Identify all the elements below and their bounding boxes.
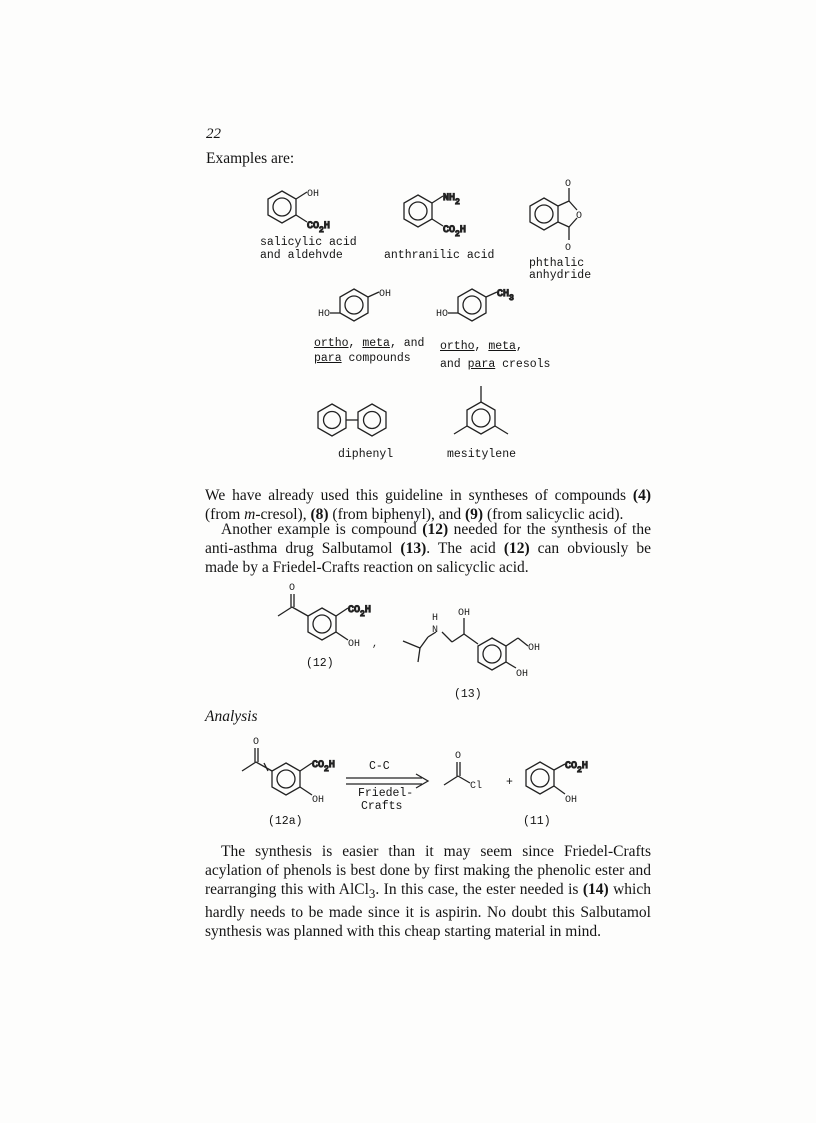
svg-text:OH: OH (379, 289, 392, 300)
acetyl-chloride-structure (448, 748, 508, 794)
svg-text:HO: HO (436, 309, 449, 320)
p3-text-a: The synthesis is easier than it may seem since Friedel-Crafts acylation of phenols is best done by first making the phenolic ester and rearranging this with AlCl (205, 843, 651, 898)
svg-text:OH: OH (528, 643, 541, 654)
plus-sign: + (506, 776, 513, 789)
arrow-label-top: C-C (369, 760, 390, 773)
svg-text:NH2: $NH_2$ (443, 193, 460, 207)
label-salicylic-1: salicylic acid (260, 236, 357, 249)
salicylic-acid-structure (262, 182, 362, 242)
paragraph-1 (205, 486, 651, 524)
svg-text:O: O (289, 583, 296, 594)
svg-text:CO2H: $CO_2H$ (443, 225, 466, 239)
label-cresols-1 (440, 340, 523, 353)
svg-text:O: O (565, 243, 572, 254)
p1-text-d: (from biphenyl), and (328, 506, 465, 523)
label-omp-and: , and (389, 337, 425, 350)
svg-text:O: O (565, 179, 572, 190)
label-omp-1 (314, 337, 424, 350)
label-cr-ortho: ortho (440, 340, 475, 353)
diphenyl-structure (312, 398, 412, 442)
label-anthranilic: anthranilic acid (384, 249, 495, 262)
svg-text:CH3: $CH_3$ (497, 289, 514, 303)
label-phthalic-1: phthalic (529, 257, 585, 270)
salbutamol-structure (398, 604, 558, 694)
phthalic-anhydride-structure (524, 176, 604, 256)
svg-text:OH: OH (348, 639, 361, 650)
svg-text:OH: OH (458, 608, 471, 619)
paragraph-2 (205, 520, 651, 577)
svg-text:Cl: Cl (470, 781, 483, 792)
hydroxyphenol-structure (318, 282, 418, 338)
p1-compound-4: (4) (632, 487, 651, 504)
compound-12a-structure (236, 732, 366, 812)
p3-subscript: 3 (368, 886, 376, 902)
svg-text:CO2H: $CO_2H$ (312, 760, 335, 774)
p2-compound-13: (13) (400, 540, 427, 557)
label-phthalic-2: anhydride (529, 269, 592, 282)
label-compound-12: (12) (306, 657, 334, 670)
label-compound-13: (13) (454, 688, 482, 701)
svg-text:CO2H: $CO_2H$ (565, 761, 588, 775)
label-cr-para: para (467, 358, 496, 371)
label-omp-ortho: ortho (314, 337, 349, 350)
label-cr-sep: , (474, 340, 489, 353)
label-omp-2 (314, 352, 411, 365)
svg-text:O: O (576, 211, 583, 222)
arrow-label-bottom-1: Friedel- (358, 787, 414, 800)
p2-compound-12b: (12) (503, 540, 530, 557)
label-mesitylene: mesitylene (447, 448, 517, 461)
label-omp-sep: , (348, 337, 363, 350)
anthranilic-acid-structure (398, 186, 498, 246)
svg-text:N: N (432, 625, 439, 636)
label-omp-compounds: compounds (341, 352, 411, 365)
p3-text-c: which hardly needs to be made since it is aspirin. No doubt this Salbutamol synthesis was planned with this cheap starting material in mind. (205, 881, 651, 941)
svg-text:,: , (372, 639, 379, 650)
label-compound-12a: (12a) (268, 815, 303, 828)
svg-text:CO2H: $CO_2H$ (348, 605, 371, 619)
p2-text-c: . The acid (426, 540, 504, 557)
p1-text-e: (from salicyclic acid). (483, 506, 624, 523)
p1-text-a: We have already used this guideline in syntheses of compounds (205, 487, 633, 504)
label-omp-meta: meta (362, 337, 390, 350)
arrow-label-bottom-2: Crafts (361, 800, 403, 813)
compound-11-structure (520, 748, 610, 810)
label-compound-11: (11) (523, 815, 551, 828)
p2-text-b: needed for the synthesis of the anti-asthma drug Salbutamol (205, 521, 651, 557)
svg-text:CO2H: $CO_2H$ (307, 221, 330, 235)
svg-text:H: H (432, 613, 439, 624)
label-diphenyl: diphenyl (338, 448, 394, 461)
label-cresols-2 (440, 358, 550, 371)
mesitylene-structure (446, 382, 516, 444)
label-salicylic-2: and aldehvde (260, 249, 343, 262)
svg-text:O: O (455, 751, 462, 762)
svg-text:OH: OH (516, 669, 529, 680)
label-cr-meta: meta (488, 340, 516, 353)
p3-compound-14: (14) (582, 881, 609, 898)
p2-text-d: can obviously be made by a Friedel-Crafts reaction on salicyclic acid. (205, 540, 651, 576)
paragraph-3 (205, 842, 651, 941)
p2-compound-12: (12) (422, 521, 449, 538)
label-cr-and: and (440, 358, 468, 371)
svg-text:O: O (253, 737, 260, 748)
label-cr-comma: , (515, 340, 523, 353)
analysis-heading: Analysis (205, 708, 258, 725)
svg-text:OH: OH (312, 795, 325, 806)
p1-text-c: -cresol), (255, 506, 311, 523)
svg-text:HO: HO (318, 309, 331, 320)
cresol-structure (436, 282, 536, 338)
p3-text-b: . In this case, the ester needed is (375, 881, 583, 898)
p1-compound-8: (8) (310, 506, 329, 523)
intro-text: Examples are: (206, 150, 295, 167)
p1-compound-9: (9) (465, 506, 484, 523)
page-number: 22 (206, 126, 221, 142)
p2-text-a: Another example is compound (221, 521, 423, 538)
p1-meta-prefix: m (244, 506, 256, 523)
p1-text-b: (from (205, 506, 245, 523)
svg-text:OH: OH (307, 189, 320, 200)
label-cr-cresols: cresols (495, 358, 551, 371)
svg-text:OH: OH (565, 795, 578, 806)
label-omp-para: para (314, 352, 342, 365)
